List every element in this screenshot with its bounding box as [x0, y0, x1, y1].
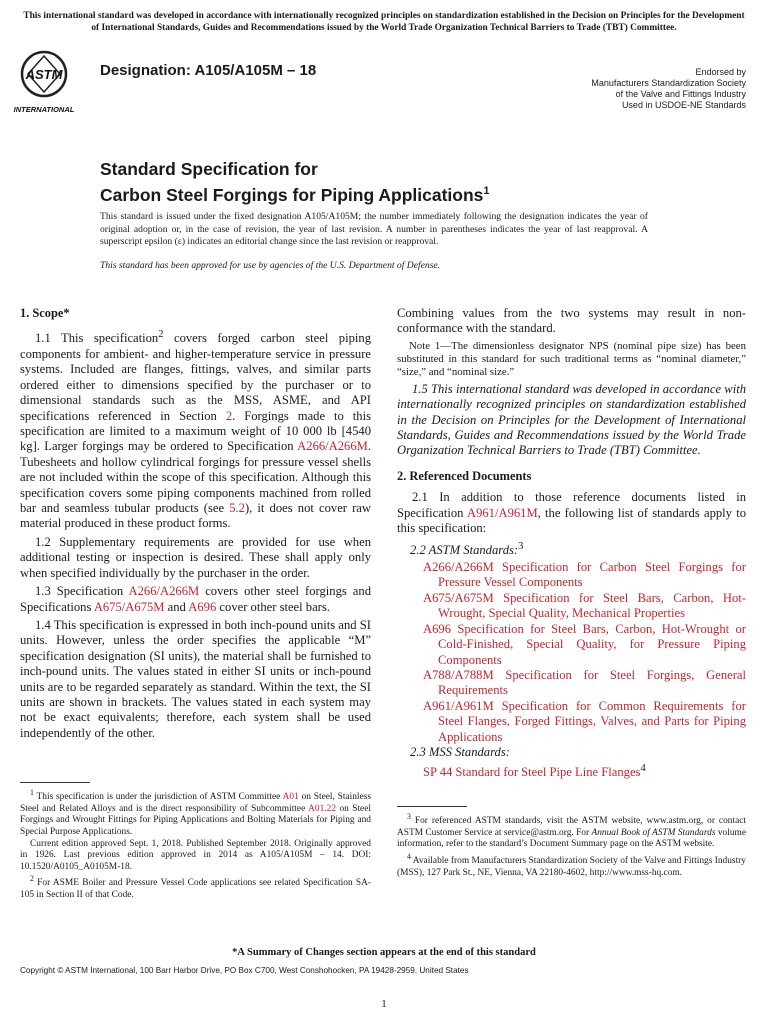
ref-a696[interactable]: A696 Specification for Steel Bars, Carbon, Hot-Wrought or Cold-Finished, Special Quality, for Pressure Piping Components [423, 621, 746, 667]
paragraph-1-4: 1.4 This specification is expressed in both inch-pound units and SI units. However, unless the order specifies the applicable “M” specification designation (SI units), the material shall be furnished to inch-pound units. The values stated in either SI units or inch-pound units are to be regarded separately as standard. Within the text, the SI units are shown in brackets. The values stated in each system may not be exact equivalents; therefore, each system shall be used independently of the other. [20, 617, 371, 740]
copyright: Copyright © ASTM International, 100 Barr Harbor Drive, PO Box C700, West Conshohocken, PA 19428-2959. United States [20, 966, 469, 975]
paragraph-1-5: 1.5 This international standard was developed in accordance with internationally recognized principles on standardization established in the Decision on Principles for the Development of International Standards, Guides and Recommendations issued by the World Trade Organization Technical Barriers to Trade (TBT) Committee. [397, 381, 746, 458]
document-title [100, 158, 490, 206]
left-column [20, 306, 371, 744]
astm-logo [13, 48, 75, 120]
a696-link[interactable]: A696 [188, 599, 217, 614]
footnote-4: $^4$ Available from Manufacturers Standardization Society of the Valve and Fittings Industry (MSS), 127 Park St., NE, Vienna, VA 22180-4602, http://www.mss-hq.com. [397, 851, 746, 878]
paragraph-1-2: 1.2 Supplementary requirements are provided for use when additional testing or inspection is desired. These shall apply only when specified individually by the purchaser in the order. [20, 534, 371, 580]
a961-link[interactable]: A961/A961M [466, 505, 538, 520]
endorsement [546, 67, 746, 111]
logo-text: ASTM [25, 67, 63, 82]
scope-heading: 1. Scope* [20, 306, 70, 320]
designation-note: This standard is issued under the fixed designation A105/A105M; the number immediately following the designation indicates the year of original adoption or, in the case of revision, the year of last revision. A number in parentheses indicates the year of last reapproval. A superscript epsilon (ε) indicates an editorial change since the last revision or reapproval. [100, 211, 648, 247]
designation: Designation: A105/A105M – 18 [100, 62, 317, 79]
title-line-2: Carbon Steel Forgings for Piping Applications$^1$ [100, 184, 490, 205]
a01-link[interactable]: A01 [282, 792, 299, 803]
referenced-documents-heading: 2. Referenced Documents [397, 468, 532, 483]
paragraph-1-3: 1.3 Specification A266/A266M covers other steel forgings and Specifications A675/A675M and A696 cover other steel bars. [20, 584, 371, 614]
paragraph-1-1: 1.1 This specification$^2$ covers forged carbon steel piping components for ambient- and higher-temperature service in pressure systems. Included are flanges, fittings, valves, and similar parts ordered either to dimensions specified by the purchaser or to dimensional standards such as the MSS, ASME, and API specifications referenced in Section 2. Forgings made to this specification are limited to a maximum weight of 10 000 lb [4540 kg]. Larger forgings may be ordered to Specification A266/A266M. Tubesheets and hollow cylindrical forgings for pressure vessel shells are not included within the scope of this specification. Although this specification covers some piping components machined from rolled bar and seamless tubular products (see 5.2), it does not cover raw material produced in these product forms. [20, 329, 371, 531]
endorsed-line: Manufacturers Standardization Society [591, 78, 746, 88]
a266-link[interactable]: A266/A266M [128, 584, 200, 599]
right-column [397, 306, 746, 781]
note-1: Note 1—The dimensionless designator NPS (nominal pipe size) has been substituted in this standard for such traditional terms as “nominal diameter,” “size,” and “nominal size.” [397, 339, 746, 378]
footnote-3: $^3$ For referenced ASTM standards, visit the ASTM website, www.astm.org, or contact ASTM Customer Service at service@astm.org. For Annual Book of ASTM Standards volume information, refer to the standard’s Document Summary page on the ASTM website. [397, 812, 746, 850]
section-2-link[interactable]: 2 [225, 408, 233, 423]
ref-a266[interactable]: A266/A266M Specification for Carbon Steel Forgings for Pressure Vessel Components [423, 560, 746, 590]
ref-a961[interactable]: A961/A961M Specification for Common Requirements for Steel Flanges, Forged Fittings, Valves, and Parts for Piping Applications [423, 698, 746, 744]
a266-link[interactable]: A266/A266M [297, 439, 368, 454]
footnote-1: $^1$ This specification is under the jurisdiction of ASTM Committee A01 on Steel, Stainless Steel and Related Alloys and is the direct responsibility of Subcommittee A01.22 on Steel Forgings and Wrought Fittings for Piping Applications and Bolting Materials for Piping and Special Purpose Applications. [20, 788, 371, 837]
paragraph-1-4-cont: Combining values from the two systems may result in non-conformance with the standard. [397, 306, 746, 336]
ref-sp44[interactable]: SP 44 Standard for Steel Pipe Line Flanges$^4$ [423, 763, 646, 780]
logo-subtext: INTERNATIONAL [13, 105, 75, 114]
dod-approval: This standard has been approved for use by agencies of the U.S. Department of Defense. [100, 260, 441, 271]
footnote-2: $^2$ For ASME Boiler and Pressure Vessel Code applications see related Specification SA-105 in Section II of that Code. [20, 874, 371, 900]
endorsed-line: Used in USDOE-NE Standards [621, 100, 746, 110]
a675-link[interactable]: A675/A675M [93, 599, 165, 614]
footnotes-right [397, 806, 746, 879]
ref-a675[interactable]: A675/A675M Specification for Steel Bars, Carbon, Hot-Wrought, Special Quality, Mechanical Properties [423, 590, 746, 621]
title-line-1: Standard Specification for [100, 159, 318, 179]
paragraph-2-1: 2.1 In addition to those reference documents listed in Specification A961/A961M, the following list of standards apply to this specification: [397, 490, 746, 536]
summary-notice: *A Summary of Changes section appears at the end of this standard [232, 947, 536, 958]
section-5-2-link[interactable]: 5.2 [229, 501, 245, 516]
footnote-1-edition: Current edition approved Sept. 1, 2018. Published September 2018. Originally approved in 1926. Last previous edition approved in 2014 as A105/A105M – 14. DOI: 10.1520/A0105_A0105M-18. [20, 838, 371, 872]
title-footnote-ref[interactable]: 1 [483, 185, 490, 197]
footnote-rule [397, 806, 467, 807]
a01-22-link[interactable]: A01.22 [308, 803, 337, 814]
astm-standards-label: 2.2 ASTM Standards:$^3$ [410, 541, 524, 558]
endorsed-line: Endorsed by [695, 67, 746, 77]
footnote-rule [20, 782, 90, 783]
footnotes-left [20, 782, 371, 902]
mss-standards-label: 2.3 MSS Standards: [410, 744, 510, 759]
wto-notice: This international standard was developed in accordance with internationally recognized principles on standardization established in the Decision on Principles for the Development of International Standards, Guides and Recommendations issued by the World Trade Organization Technical Barriers to Trade (TBT) Committee. [23, 11, 745, 33]
page-number: 1 [381, 998, 387, 1010]
endorsed-line: of the Valve and Fittings Industry [615, 89, 746, 99]
ref-a788[interactable]: A788/A788M Specification for Steel Forgings, General Requirements [423, 667, 746, 698]
